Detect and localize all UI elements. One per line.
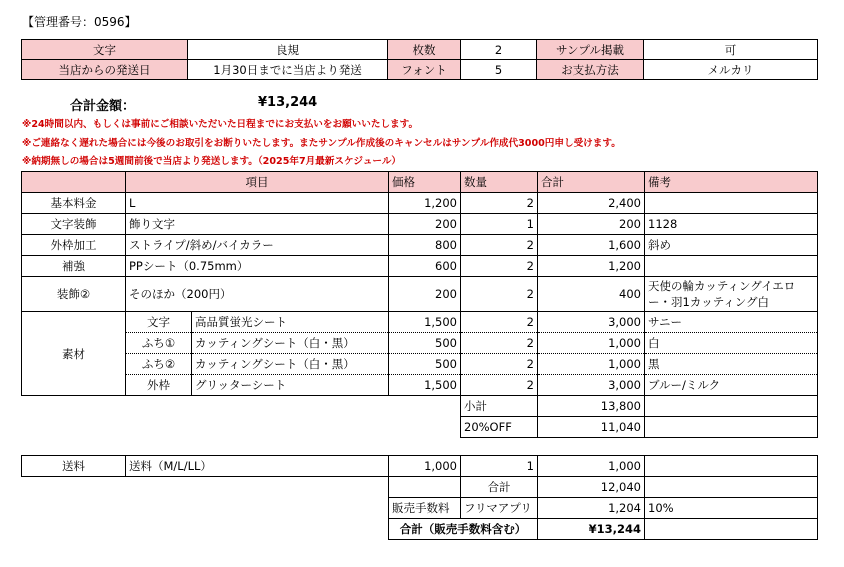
table-row: ふち① カッティングシート（白・黒） 500 2 1,000 白	[22, 333, 818, 354]
grand-total-label: 合計（販売手数料含む）	[389, 519, 538, 540]
total-value: ¥13,244	[258, 95, 318, 110]
value-payment: メルカリ	[644, 60, 818, 80]
shipping-category: 送料	[22, 456, 126, 477]
grand-total-row	[22, 519, 818, 540]
management-number: 【管理番号：0596】	[22, 15, 137, 29]
sum-label: 合計	[461, 477, 538, 498]
label-ship-date: 当店からの発送日	[22, 60, 188, 80]
col-total: 合計	[538, 172, 645, 193]
col-qty: 数量	[461, 172, 538, 193]
note-delivery: ※納期無しの場合は5週間前後で当店より発送します。（2025年7月最新スケジュール）	[22, 156, 402, 167]
value-sample: 可	[644, 40, 818, 60]
grand-total-value: ¥13,244	[538, 519, 645, 540]
fee-note: 10%	[645, 498, 818, 519]
shipping-name: 送料（M/L/LL）	[126, 456, 389, 477]
value-font: 5	[461, 60, 537, 80]
discount-row	[22, 417, 818, 438]
table-row: 外枠 グリッターシート 1,500 2 3,000 ブルー/ミルク	[22, 375, 818, 396]
table-row: 外枠加工 ストライプ/斜め/バイカラー 800 2 1,600 斜め	[22, 235, 818, 256]
label-sample: サンプル掲載	[537, 40, 644, 60]
subtotal-value: 13,800	[538, 396, 645, 417]
shipping-total: 1,000	[538, 456, 645, 477]
table-row: 補強 PPシート（0.75mm） 600 2 1,200	[22, 256, 818, 277]
fee-sub: フリマアプリ	[461, 498, 538, 519]
note-payment-deadline: ※24時間以内、もしくは事前にご相談いただいた日程までにお支払いをお願いいたします。	[22, 119, 419, 130]
discount-label: 20%OFF	[461, 417, 538, 438]
value-sheets: 2	[461, 40, 537, 60]
material-category: 素材	[22, 312, 126, 396]
table-header-row	[22, 172, 818, 193]
label-sheets: 枚数	[388, 40, 461, 60]
shipping-row	[22, 456, 818, 477]
value-ship-date: 1月30日までに当店より発送	[188, 60, 388, 80]
note-cancellation: ※ご連絡なく遅れた場合には今後のお取引をお断りいたします。またサンプル作成後のキャンセルはサンプル作成代3000円申し受けます。	[22, 138, 621, 149]
col-note: 備考	[645, 172, 818, 193]
total-label: 合計金額：	[70, 99, 136, 114]
label-text: 文字	[22, 40, 188, 60]
fee-row	[22, 498, 818, 519]
sum-row	[22, 477, 818, 498]
table-row: ふち② カッティングシート（白・黒） 500 2 1,000 黒	[22, 354, 818, 375]
order-info-table	[21, 39, 818, 80]
col-price: 価格	[389, 172, 461, 193]
discount-value: 11,040	[538, 417, 645, 438]
shipping-table	[21, 455, 818, 540]
items-table	[21, 171, 818, 438]
table-row: 素材 文字 高品質蛍光シート 1,500 2 3,000 サニー	[22, 312, 818, 333]
table-row: 基本料金 L 1,200 2 2,400	[22, 193, 818, 214]
subtotal-row	[22, 396, 818, 417]
sum-value: 12,040	[538, 477, 645, 498]
table-row: 装飾② そのほか（200円） 200 2 400 天使の輪カッティングイエロー・羽1カッティング白	[22, 277, 818, 312]
table-row: 文字装飾 飾り文字 200 1 200 1128	[22, 214, 818, 235]
value-text: 良規	[188, 40, 388, 60]
col-item: 項目	[126, 172, 389, 193]
label-font: フォント	[388, 60, 461, 80]
subtotal-label: 小計	[461, 396, 538, 417]
label-payment: お支払方法	[537, 60, 644, 80]
fee-label: 販売手数料	[389, 498, 461, 519]
fee-value: 1,204	[538, 498, 645, 519]
shipping-qty: 1	[461, 456, 538, 477]
shipping-price: 1,000	[389, 456, 461, 477]
